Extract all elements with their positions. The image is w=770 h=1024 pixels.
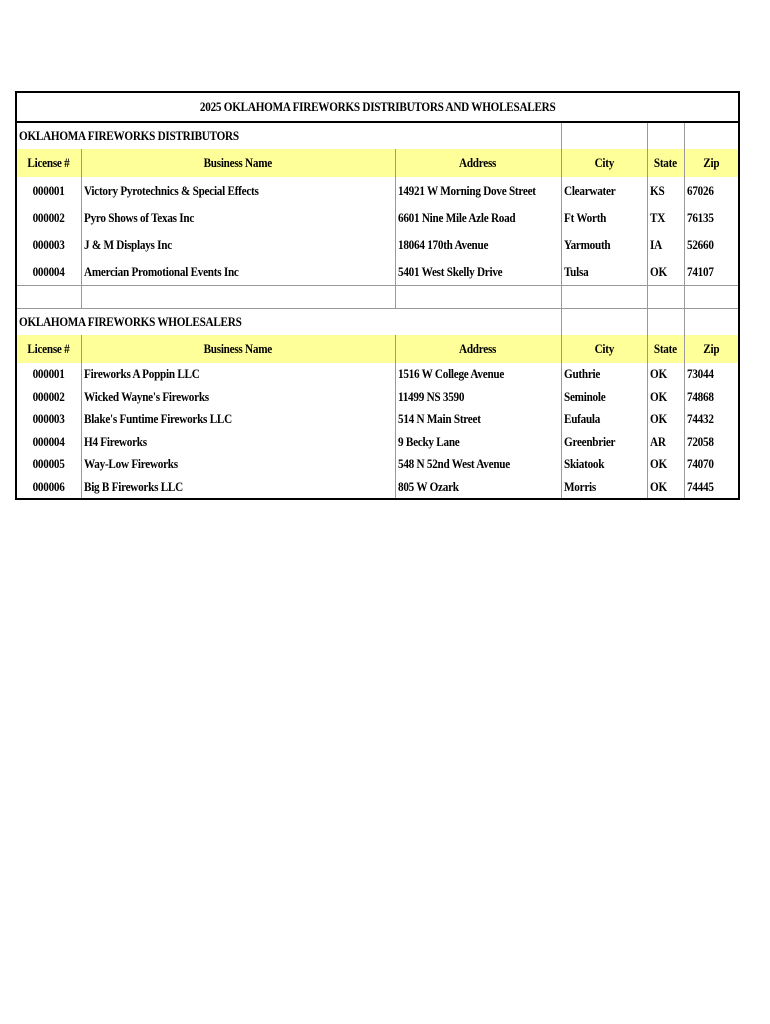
empty-cell [395,122,561,149]
table-row [17,386,738,409]
cell-license: 000003 [17,408,81,431]
cell-state: IA [647,231,684,258]
cell-name: Victory Pyrotechnics & Special Effects [81,177,395,204]
empty-cell [684,309,738,336]
cell-city: Skiatook [561,453,647,476]
cell-zip: 74070 [686,456,714,472]
cell-city: Eufaula [561,408,647,431]
cell-state: OK [647,258,684,286]
cell-city: Greenbrier [561,431,647,454]
cell-license: 000003 [17,231,81,258]
column-header-city: City [561,335,647,363]
cell-name: Amercian Promotional Events Inc [81,258,395,286]
title-row [17,93,738,122]
cell-name: H4 Fireworks [81,431,395,454]
table-row [17,258,738,286]
section-title: OKLAHOMA FIREWORKS DISTRIBUTORS [17,122,395,149]
cell-license: 000005 [17,453,81,476]
table-row [17,408,738,431]
cell-name: Wicked Wayne's Fireworks [81,386,395,409]
empty-cell [561,286,647,309]
cell-state: TX [647,204,684,231]
empty-cell [561,309,647,336]
column-header-zip: Zip [684,149,738,177]
table-row [17,363,738,386]
cell-name: J & M Displays Inc [81,231,395,258]
column-header-state: State [647,149,684,177]
cell-zip: 67026 [686,182,714,198]
empty-cell [684,286,738,309]
cell-city: Morris [561,476,647,499]
cell-license: 000004 [17,431,81,454]
empty-cell [647,309,684,336]
cell-zip: 52660 [686,236,714,252]
empty-cell [561,122,647,149]
table-row [17,177,738,204]
cell-address: 5401 West Skelly Drive [395,258,561,286]
cell-address: 548 N 52nd West Avenue [395,453,561,476]
cell-license: 000002 [17,204,81,231]
cell-state: OK [647,386,684,409]
cell-address: 14921 W Morning Dove Street [395,177,561,204]
cell-license: 000002 [17,386,81,409]
cell-city: Yarmouth [561,231,647,258]
distributors-section-row [17,122,738,149]
fireworks-table [17,93,738,498]
empty-cell [395,309,561,336]
cell-state: OK [647,408,684,431]
column-header-city: City [561,149,647,177]
cell-zip: 74868 [686,388,714,404]
empty-cell [395,286,561,309]
cell-zip: 72058 [686,433,714,449]
empty-cell [647,286,684,309]
page-title: 2025 OKLAHOMA FIREWORKS DISTRIBUTORS AND WHOLESALERS [17,93,738,122]
cell-address: 11499 NS 3590 [395,386,561,409]
column-header-address: Address [395,335,561,363]
cell-license: 000004 [17,258,81,286]
column-header-state: State [647,335,684,363]
cell-city: Guthrie [561,363,647,386]
table-row [17,453,738,476]
cell-zip: 74432 [686,411,714,427]
table-row [17,231,738,258]
cell-address: 805 W Ozark [395,476,561,499]
cell-city: Clearwater [561,177,647,204]
cell-name: Fireworks A Poppin LLC [81,363,395,386]
cell-address: 6601 Nine Mile Azle Road [395,204,561,231]
column-header-name: Business Name [81,335,395,363]
cell-state: OK [647,453,684,476]
cell-license: 000001 [17,177,81,204]
empty-cell [684,122,738,149]
spreadsheet [15,91,740,500]
cell-address: 1516 W College Avenue [395,363,561,386]
table-row [17,431,738,454]
cell-address: 514 N Main Street [395,408,561,431]
empty-cell [81,286,395,309]
table-row [17,204,738,231]
cell-license: 000001 [17,363,81,386]
cell-zip: 74445 [686,478,714,494]
cell-zip: 74107 [686,263,714,279]
column-header-name: Business Name [81,149,395,177]
cell-name: Blake's Funtime Fireworks LLC [81,408,395,431]
cell-address: 9 Becky Lane [395,431,561,454]
cell-license: 000006 [17,476,81,499]
cell-state: KS [647,177,684,204]
empty-cell [17,286,81,309]
table-row [17,476,738,499]
cell-city: Ft Worth [561,204,647,231]
cell-name: Pyro Shows of Texas Inc [81,204,395,231]
cell-city: Seminole [561,386,647,409]
spacer-row [17,286,738,309]
distributors-header-row [17,149,738,177]
section-title: OKLAHOMA FIREWORKS WHOLESALERS [17,309,395,336]
cell-zip: 73044 [686,366,714,382]
empty-cell [647,122,684,149]
cell-state: OK [647,363,684,386]
cell-address: 18064 170th Avenue [395,231,561,258]
column-header-zip: Zip [684,335,738,363]
cell-state: OK [647,476,684,499]
column-header-license: License # [17,335,81,363]
column-header-license: License # [17,149,81,177]
cell-name: Big B Fireworks LLC [81,476,395,499]
cell-state: AR [647,431,684,454]
cell-city: Tulsa [561,258,647,286]
column-header-address: Address [395,149,561,177]
wholesalers-header-row [17,335,738,363]
wholesalers-section-row [17,309,738,336]
cell-zip: 76135 [686,209,714,225]
cell-name: Way-Low Fireworks [81,453,395,476]
